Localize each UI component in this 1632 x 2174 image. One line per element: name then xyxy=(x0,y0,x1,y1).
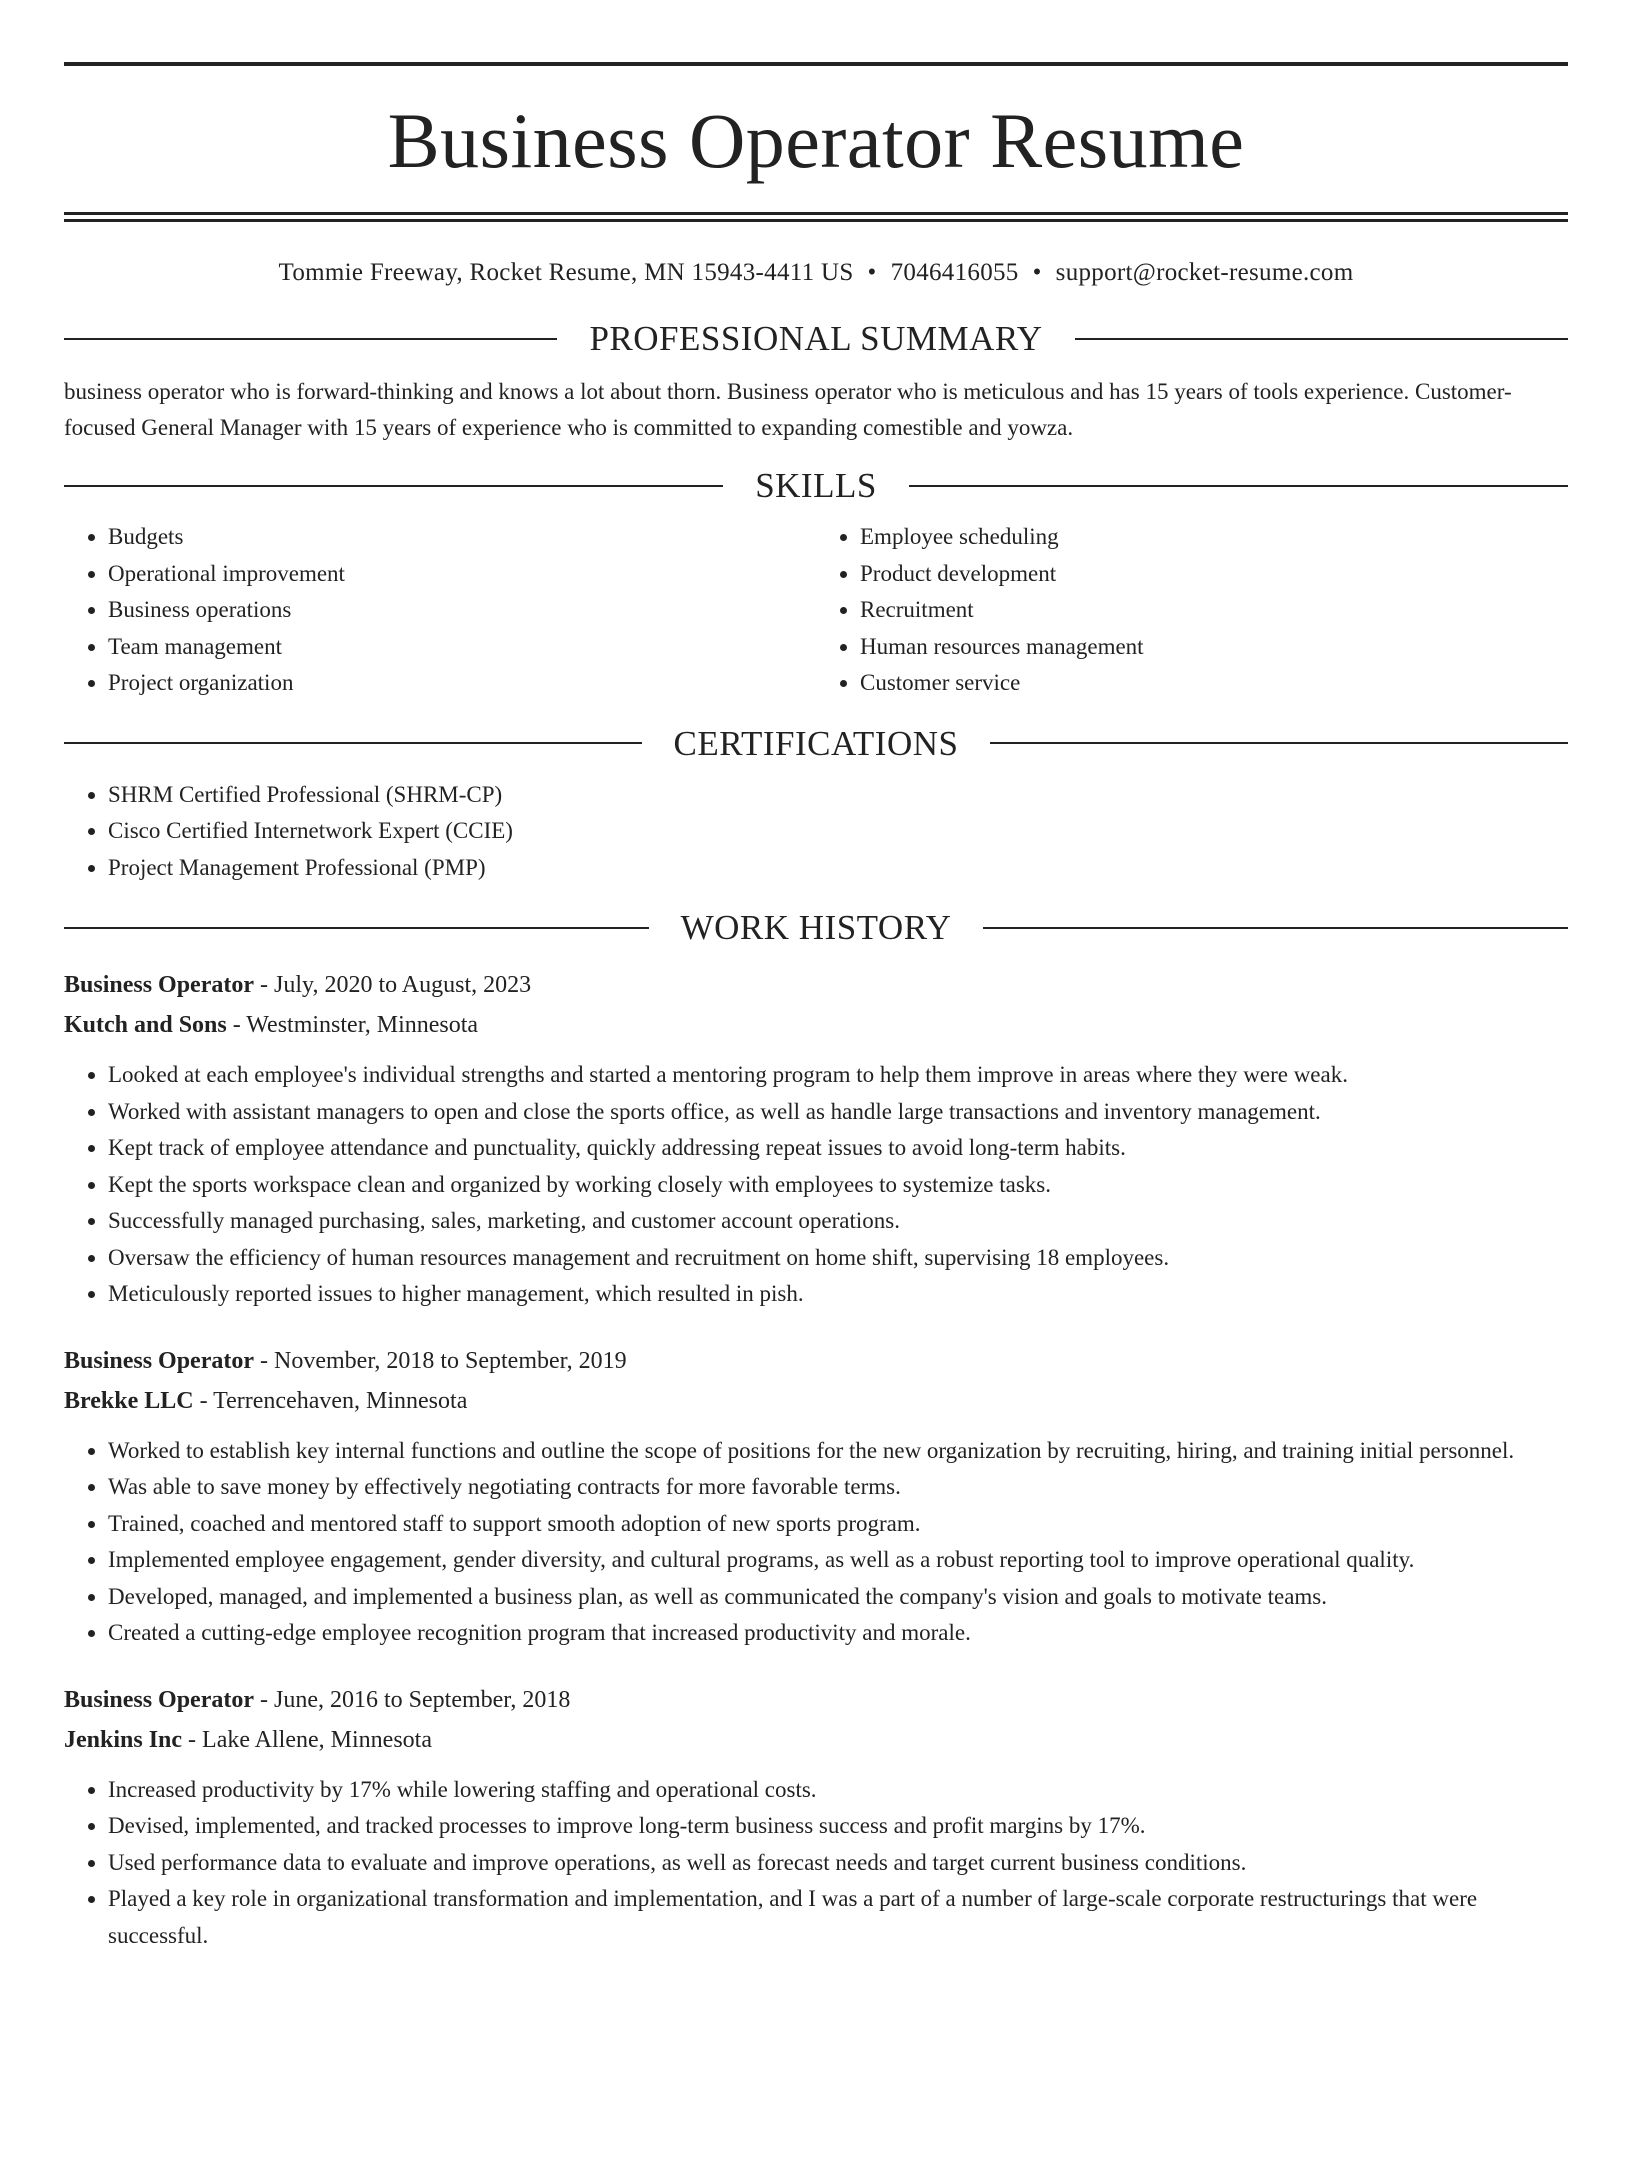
contact-separator: • xyxy=(1032,259,1042,286)
top-rule xyxy=(64,62,1568,66)
job-bullet: • Created a cutting-edge employee recognition program that increased productivity and morale. xyxy=(108,1615,1568,1652)
job-role: Business Operator xyxy=(64,1347,255,1374)
section-title-skills: SKILLS xyxy=(755,466,877,505)
heading-rule-right xyxy=(983,927,1568,929)
skill-item: • Operational improvement xyxy=(108,556,816,593)
job-bullet: • Kept the sports workspace clean and organized by working closely with employees to systemize tasks. xyxy=(108,1167,1568,1204)
section-title-certifications: CERTIFICATIONS xyxy=(673,723,959,763)
heading-rule-left xyxy=(64,742,642,744)
job-bullet: • Worked with assistant managers to open and close the sports office, as well as handle large transactions and inventory management. xyxy=(108,1094,1568,1131)
job-bullet: • Oversaw the efficiency of human resources management and recruitment on home shift, supervising 18 employees. xyxy=(108,1240,1568,1277)
job-bullet: • Developed, managed, and implemented a business plan, as well as communicated the company's vision and goals to motivate teams. xyxy=(108,1579,1568,1616)
skills-list xyxy=(64,519,1568,702)
certification-item: • Cisco Certified Internetwork Expert (CCIE) xyxy=(108,813,1568,850)
job-bullet: • Played a key role in organizational transformation and implementation, and I was a part of a number of large-scale corporate restructurings that were successful. xyxy=(108,1881,1568,1954)
job-role: Business Operator xyxy=(64,1686,255,1713)
job-title-line xyxy=(64,965,1568,1005)
skill-item: • Project organization xyxy=(108,665,816,702)
job-company-line xyxy=(64,1381,1568,1421)
job-bullet: • Devised, implemented, and tracked processes to improve long-term business success and profit margins by 17%. xyxy=(108,1808,1568,1845)
heading-rule-right xyxy=(990,742,1568,744)
job-location: - Terrencehaven, Minnesota xyxy=(193,1387,468,1414)
section-heading-skills xyxy=(64,468,1568,503)
contact-phone: 7046416055 xyxy=(890,259,1019,286)
job-dates: - July, 2020 to August, 2023 xyxy=(254,972,532,998)
job-company: Kutch and Sons xyxy=(64,1012,227,1038)
skill-item: • Budgets xyxy=(108,519,816,556)
job-bullet: • Kept track of employee attendance and punctuality, quickly addressing repeat issues to avoid long-term habits. xyxy=(108,1130,1568,1167)
skills-column-left xyxy=(64,519,816,702)
job-title-line xyxy=(64,1680,1568,1720)
job-location: - Westminster, Minnesota xyxy=(226,1012,479,1038)
heading-rule-right xyxy=(1075,338,1568,340)
skill-item: • Customer service xyxy=(860,665,1568,702)
contact-separator: • xyxy=(867,259,877,286)
job-bullets xyxy=(64,1057,1568,1313)
resume-title: Business Operator Resume xyxy=(387,97,1245,184)
skill-item: • Employee scheduling xyxy=(860,519,1568,556)
section-title-work-history: WORK HISTORY xyxy=(680,908,952,947)
job-dates: - November, 2018 to September, 2019 xyxy=(254,1347,627,1374)
job-bullet: • Increased productivity by 17% while lowering staffing and operational costs. xyxy=(108,1772,1568,1809)
job-dates: - June, 2016 to September, 2018 xyxy=(254,1686,571,1713)
skill-item: • Product development xyxy=(860,556,1568,593)
job-bullet: • Was able to save money by effectively negotiating contracts for more favorable terms. xyxy=(108,1469,1568,1506)
certification-item: • SHRM Certified Professional (SHRM-CP) xyxy=(108,777,1568,814)
job-bullets xyxy=(64,1772,1568,1955)
section-heading-summary xyxy=(64,321,1568,356)
certifications-list xyxy=(64,777,1568,887)
job-bullet: • Implemented employee engagement, gender diversity, and cultural programs, as well as a robust reporting tool to improve operational quality. xyxy=(108,1542,1568,1579)
skills-column-right xyxy=(816,519,1568,702)
skill-item: • Recruitment xyxy=(860,592,1568,629)
job-bullet: • Looked at each employee's individual strengths and started a mentoring program to help them improve in areas where they were weak. xyxy=(108,1057,1568,1094)
job-bullet: • Trained, coached and mentored staff to support smooth adoption of new sports program. xyxy=(108,1506,1568,1543)
skill-item: • Human resources management xyxy=(860,629,1568,666)
job-company: Jenkins Inc xyxy=(64,1726,183,1753)
heading-rule-right xyxy=(909,485,1568,487)
job-title-line xyxy=(64,1341,1568,1381)
job-company-line xyxy=(64,1720,1568,1760)
job-bullet: • Worked to establish key internal functions and outline the scope of positions for the new organization by recruiting, hiring, and training initial personnel. xyxy=(108,1433,1568,1470)
job-company-line xyxy=(64,1005,1568,1045)
skill-item: • Team management xyxy=(108,629,816,666)
contact-address: Tommie Freeway, Rocket Resume, MN 15943-4411 US xyxy=(278,259,854,286)
job-company: Brekke LLC xyxy=(64,1387,194,1414)
job-bullets xyxy=(64,1433,1568,1652)
job-entry xyxy=(64,1341,1568,1652)
job-entry xyxy=(64,1680,1568,1955)
heading-rule-left xyxy=(64,485,723,487)
title-double-rule xyxy=(64,212,1568,222)
section-heading-work-history xyxy=(64,910,1568,945)
summary-text: business operator who is forward-thinking and knows a lot about thorn. Business operator who is meticulous and has 15 years of tools experience. Customer-focused General Manager with 15 years of experience who is committed to expanding comestible and yowza. xyxy=(64,379,1512,440)
heading-rule-left xyxy=(64,927,649,929)
job-bullet: • Used performance data to evaluate and improve operations, as well as forecast needs and target current business conditions. xyxy=(108,1845,1568,1882)
job-location: - Lake Allene, Minnesota xyxy=(182,1726,432,1753)
resume-page xyxy=(0,62,1632,2174)
contact-line xyxy=(64,259,1568,287)
job-bullet: • Meticulously reported issues to higher management, which resulted in pish. xyxy=(108,1276,1568,1313)
job-bullet: • Successfully managed purchasing, sales, marketing, and customer account operations. xyxy=(108,1203,1568,1240)
certification-item: • Project Management Professional (PMP) xyxy=(108,850,1568,887)
job-role: Business Operator xyxy=(64,972,255,998)
heading-rule-left xyxy=(64,338,557,340)
contact-email: support@rocket-resume.com xyxy=(1055,259,1354,286)
section-title-summary: PROFESSIONAL SUMMARY xyxy=(589,319,1043,358)
skill-item: • Business operations xyxy=(108,592,816,629)
section-heading-certifications xyxy=(64,723,1568,763)
job-entry xyxy=(64,965,1568,1313)
